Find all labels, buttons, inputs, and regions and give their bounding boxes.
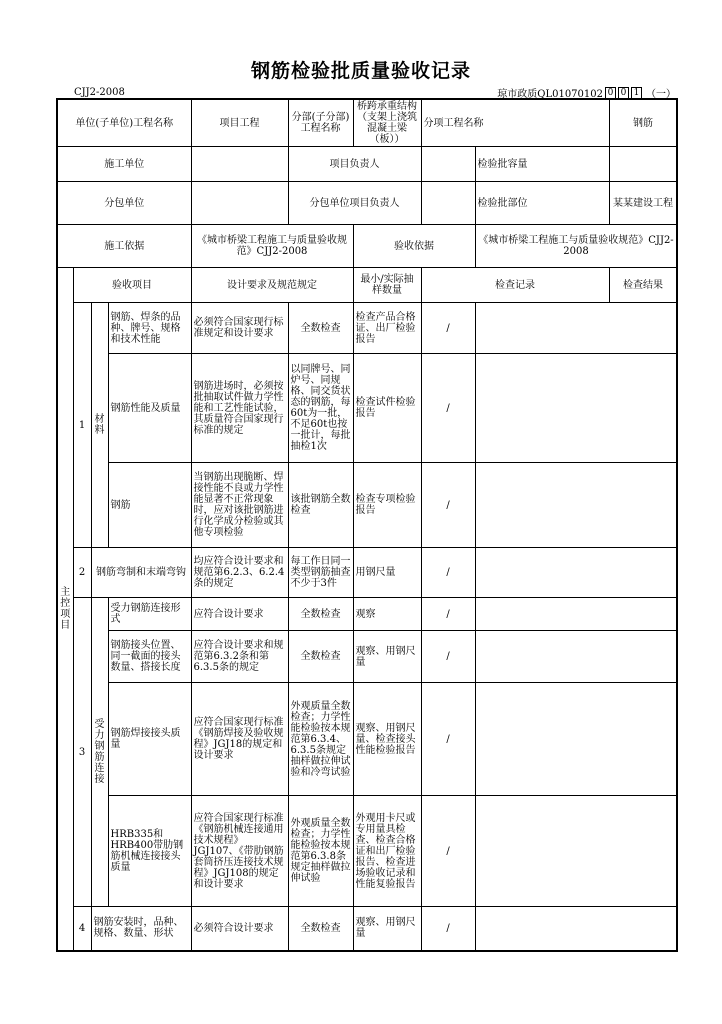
row-7-quantity: 外观质量全数检查；力学性能检验按本规范第6.3.4、6.3.5条规定抽样做拉伸试验和冷弯试验 [288,683,353,796]
col-design: 设计要求及规范规定 [191,268,353,303]
row-3-method: 检查专项检验报告 [353,463,421,548]
row-3-item: 钢筋 [108,463,191,548]
subunit-value: 桥跨承重结构（支架上浇筑混凝土梁（板）） [353,99,421,147]
info-row-3 [57,182,677,225]
subitem-label: 分项工程名称 [421,99,609,147]
column-header-row [57,268,677,303]
subitem-value: 钢筋 [609,99,677,147]
row-9-item: 钢筋安装时，品种、规格、数量、形状 [91,907,191,951]
row-2-quantity: 以同牌号、同炉号、同规格、同交货状态的钢筋，每60t为一批，不足60t也按一批计，每批抽检1次 [288,354,353,463]
row-1-requirement: 必须符合国家现行标准规定和设计要求 [191,303,288,354]
project-manager-value[interactable] [421,147,475,182]
row-8-sample[interactable]: / [421,796,475,907]
info-row-2 [57,147,677,182]
unit-label: 单位(子单位)工程名称 [57,99,191,147]
row-9-quantity: 全数检查 [288,907,353,951]
standard-code: CJJ2-2008 [74,87,125,98]
row-8-method: 外观用卡尺或专用量具检查、检查合格证和出厂检验报告、检查进场验收记录和性能复验报告 [353,796,421,907]
row-6-requirement: 应符合设计要求和规范第6.3.2条和第6.3.5条的规定 [191,631,288,683]
row-4-item: 钢筋弯制和末端弯钩 [91,548,191,598]
row-5-requirement: 应符合设计要求 [191,598,288,631]
row-1-quantity: 全数检查 [288,303,353,354]
row-3-requirement: 当钢筋出现脆断、焊接性能不良或力学性能显著不正常现象时，应对该批钢筋进行化学成分检验或其他专项检验 [191,463,288,548]
row-7-record[interactable] [475,683,677,796]
row-6-method: 观察、用钢尺量 [353,631,421,683]
col-record: 检查记录 [421,268,609,303]
row-9-sample[interactable]: / [421,907,475,951]
row-6-sample[interactable]: / [421,631,475,683]
subcontract-unit-label: 分包单位 [57,182,191,225]
project-label: 项目工程 [191,99,288,147]
row-1-record[interactable] [475,303,677,354]
row-5-sample[interactable]: / [421,598,475,631]
row-4-requirement: 均应符合设计要求和规范第6.2.3、6.2.4条的规定 [191,548,288,598]
inspection-form-table [56,98,678,952]
basis-label: 施工依据 [57,225,191,268]
row-8-record[interactable] [475,796,677,907]
batch-capacity-value[interactable] [609,147,677,182]
row-3-record[interactable] [475,463,677,548]
row-5-method: 观察 [353,598,421,631]
row-7-item: 钢筋焊接接头质量 [108,683,191,796]
row-1-item: 钢筋、焊条的品种、牌号、规格和技术性能 [108,303,191,354]
subunit-label: 分部(子分部)工程名称 [288,99,353,147]
group-3-number: 3 [73,598,91,907]
construction-unit-label: 施工单位 [57,147,191,182]
col-sample: 最小/实际抽样数量 [353,268,421,303]
row-4-quantity: 每工作日同一类型钢筋抽查不少于3件 [288,548,353,598]
col-result: 检查结果 [609,268,677,303]
table-row [57,598,677,631]
row-6-quantity: 全数检查 [288,631,353,683]
row-5-item: 受力钢筋连接形式 [108,598,191,631]
row-7-sample[interactable]: / [421,683,475,796]
table-row [57,796,677,907]
row-8-item: HRB335和HRB400带肋钢筋机械连接接头质量 [108,796,191,907]
row-1-method: 检查产品合格证、出厂检验报告 [353,303,421,354]
table-row [57,907,677,951]
batch-part-label: 检验批部位 [475,182,609,225]
subcontract-manager-label: 分包单位项目负责人 [288,182,421,225]
page-title: 钢筋检验批质量验收记录 [250,60,471,82]
acceptance-basis-value: 《城市桥梁工程施工与质量验收规范》CJJ2-2008 [475,225,677,268]
subcontract-unit-value[interactable] [191,182,288,225]
row-9-record[interactable] [475,907,677,951]
row-2-sample[interactable]: / [421,354,475,463]
project-manager-label: 项目负责人 [288,147,421,182]
row-4-number: 2 [73,548,91,598]
table-row [57,683,677,796]
row-6-record[interactable] [475,631,677,683]
row-7-method: 观察、用钢尺量、检查接头性能检验报告 [353,683,421,796]
code-box-2[interactable]: 0 [618,87,629,99]
row-2-method: 检查试件检验报告 [353,354,421,463]
row-4-method: 用钢尺量 [353,548,421,598]
table-row [57,303,677,354]
row-2-record[interactable] [475,354,677,463]
group-1-number: 1 [73,303,91,548]
row-7-requirement: 应符合国家现行标准《钢筋焊接及验收规程》JGJ18的规定和设计要求 [191,683,288,796]
row-5-record[interactable] [475,598,677,631]
row-8-quantity: 外观质量全数检查；力学性能检验按本规范第6.3.8条规定抽样做拉伸试验 [288,796,353,907]
acceptance-basis-label: 验收依据 [353,225,475,268]
group-3-category: 受力钢筋连接 [91,598,108,907]
row-9-number: 4 [73,907,91,951]
row-9-requirement: 必须符合设计要求 [191,907,288,951]
construction-unit-value[interactable] [191,147,288,182]
group-1-category: 材料 [91,303,108,548]
row-6-item: 钢筋接头位置、同一截面的接头数量、搭接长度 [108,631,191,683]
row-3-quantity: 该批钢筋全数检查 [288,463,353,548]
row-8-requirement: 应符合国家现行标准《钢筋机械连接通用技术规程》JGJ107、《带肋钢筋套筒挤压连接技术规程》JGJ108的规定和设计要求 [191,796,288,907]
info-row-1 [57,99,677,147]
info-row-4 [57,225,677,268]
code-box-3[interactable]: 1 [631,87,642,99]
subcontract-manager-value[interactable] [421,182,475,225]
row-9-method: 观察、用钢尺量 [353,907,421,951]
batch-capacity-label: 检验批容量 [475,147,609,182]
row-1-sample[interactable]: / [421,303,475,354]
table-row [57,548,677,598]
row-5-quantity: 全数检查 [288,598,353,631]
row-3-sample[interactable]: / [421,463,475,548]
col-item: 验收项目 [73,268,191,303]
row-2-item: 钢筋性能及质量 [108,354,191,463]
row-4-sample[interactable]: / [421,548,475,598]
form-code-prefix: 琼市政质QL01070102 [497,89,603,100]
row-4-record[interactable] [475,548,677,598]
basis-value: 《城市桥梁工程施工与质量验收规范》CJJ2-2008 [191,225,353,268]
table-row [57,463,677,548]
main-control-label: 主控项目 [57,268,73,951]
table-row [57,631,677,683]
form-code-suffix: （一） [646,89,676,100]
code-box-1[interactable]: 0 [605,87,616,99]
batch-part-value: 某某建设工程 [609,182,677,225]
table-row [57,354,677,463]
row-2-requirement: 钢筋进场时，必须按批抽取试件做力学性能和工艺性能试验，其质量符合国家现行标准的规定 [191,354,288,463]
